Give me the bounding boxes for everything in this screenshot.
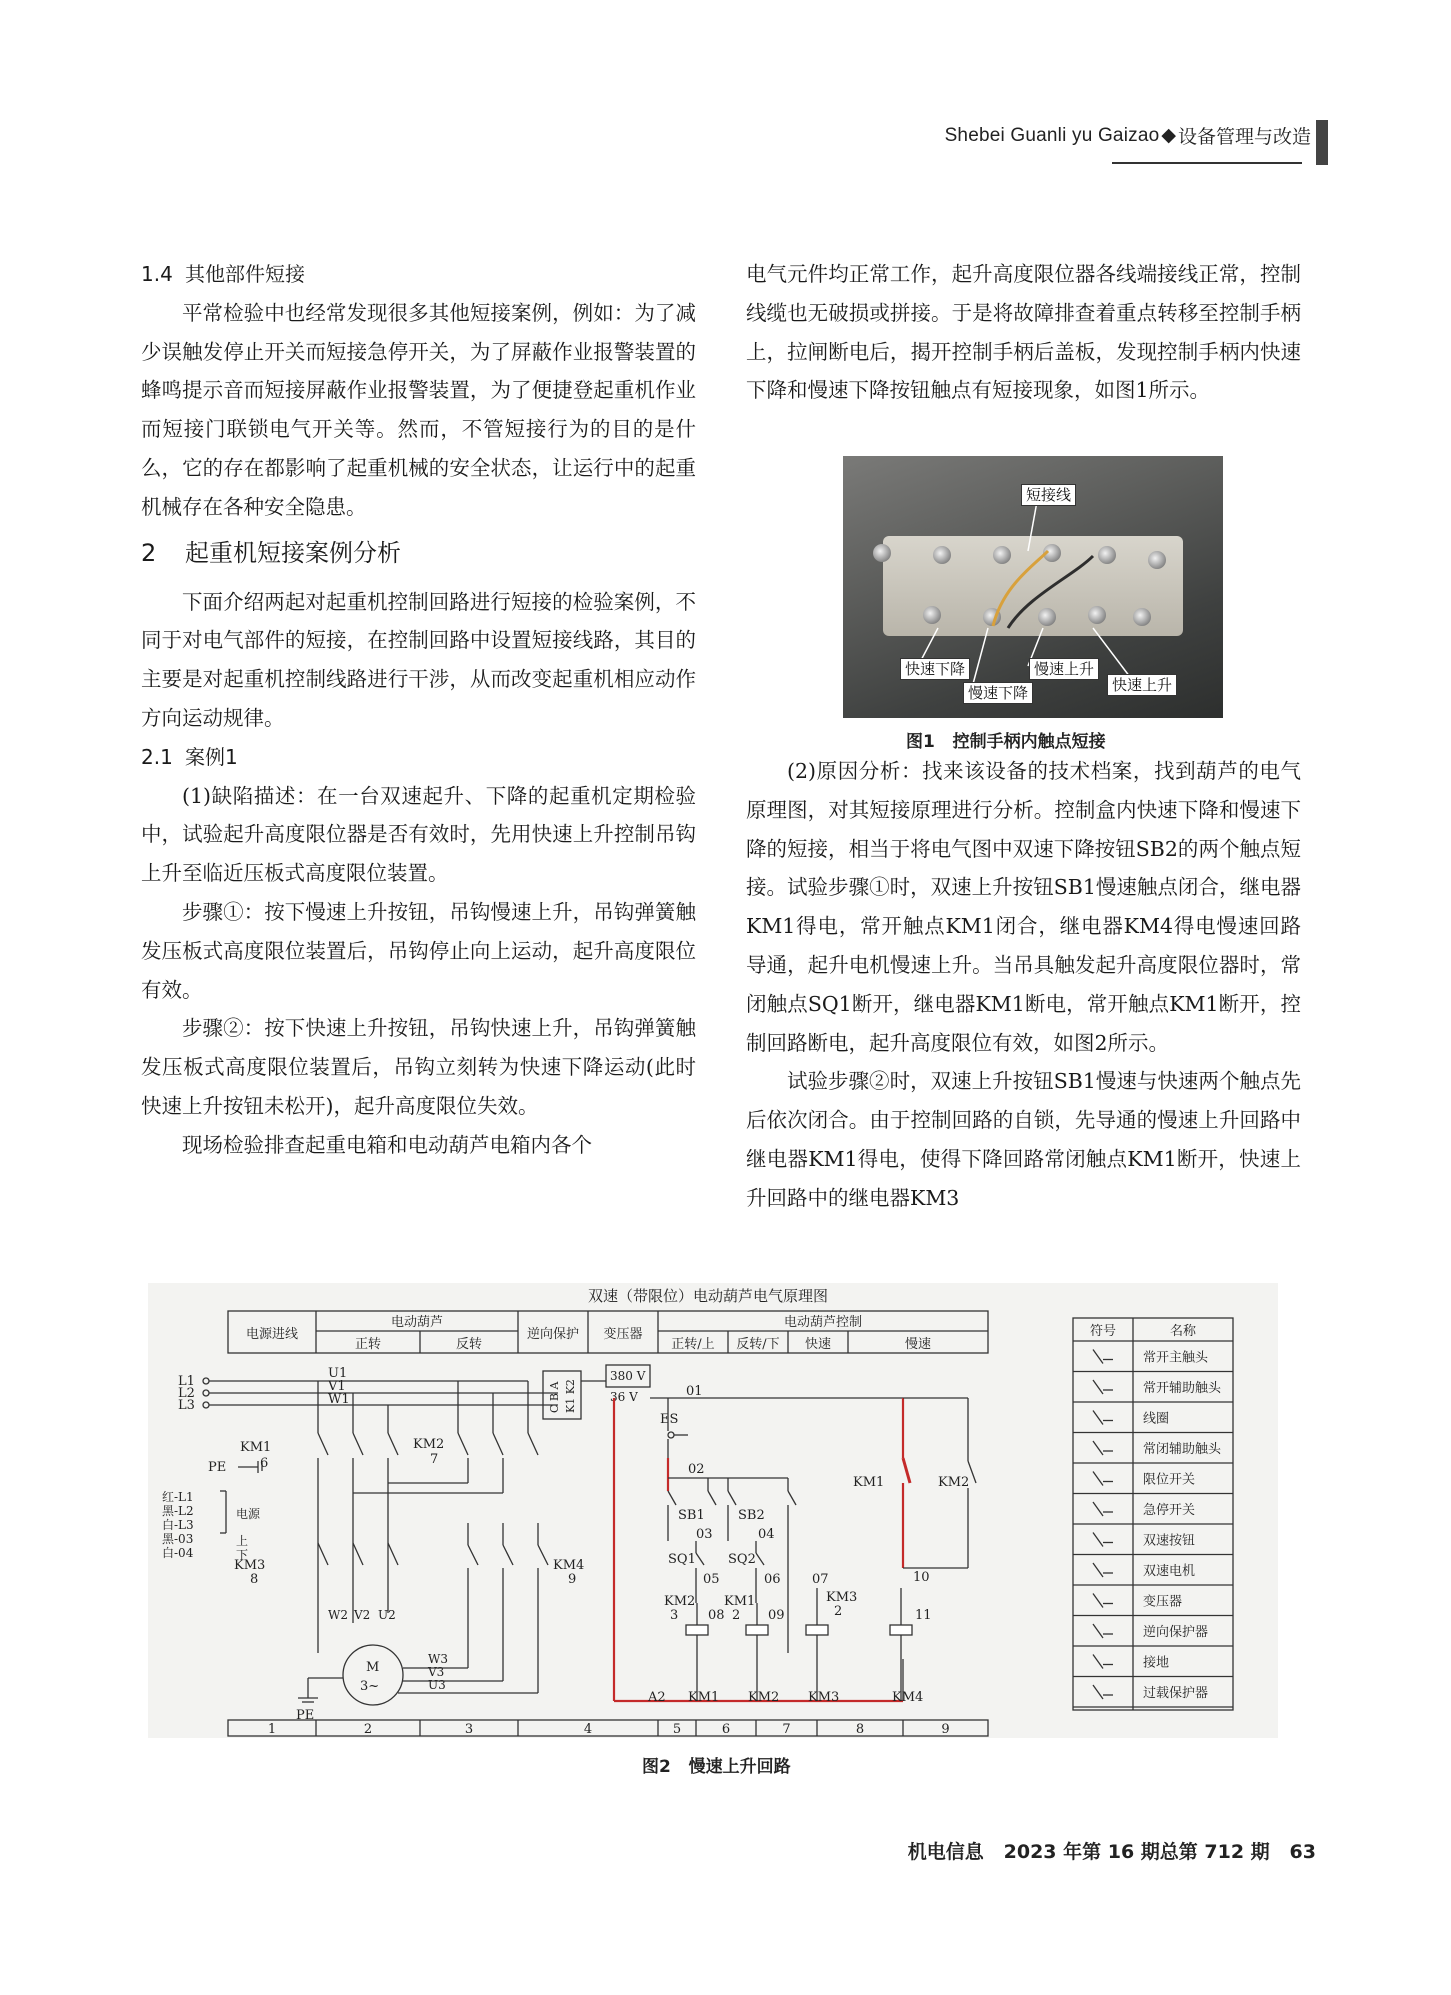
label-03: 03 bbox=[696, 1527, 713, 1542]
column-number: 3 bbox=[464, 1722, 474, 1737]
paragraph: (1)缺陷描述：在一台双速起升、下降的起重机定期检验中，试验起升高度限位器是否有效时，先用快速上升控制吊钩上升至临近压板式高度限位装置。 bbox=[141, 783, 696, 886]
label-6: 6 bbox=[260, 1456, 269, 1471]
main-contacts-group bbox=[318, 1381, 538, 1653]
legend-item-name: 双速按钮 bbox=[1143, 1533, 1196, 1549]
legend-item-name: 限位开关 bbox=[1143, 1472, 1196, 1488]
page-number: 63 bbox=[1289, 1841, 1316, 1863]
svg-text:电源: 电源 bbox=[236, 1507, 261, 1521]
section-title: 其他部件短接 bbox=[185, 262, 305, 286]
label-KM1-aux: KM1 bbox=[853, 1475, 885, 1490]
label-10: 10 bbox=[913, 1570, 930, 1585]
label-8: 8 bbox=[250, 1572, 259, 1587]
column-number: 9 bbox=[941, 1722, 950, 1737]
legend-symbol-icon bbox=[1093, 1685, 1113, 1699]
legend-item-name: 常开辅助触头 bbox=[1143, 1381, 1222, 1396]
highlight-slow-up-path bbox=[614, 1398, 903, 1701]
column-number: 8 bbox=[855, 1722, 865, 1737]
legend-item-name: 线圈 bbox=[1143, 1411, 1170, 1427]
header-cn: 设备管理与改造 bbox=[1177, 126, 1311, 148]
svg-text:上: 上 bbox=[236, 1534, 249, 1548]
figure-2-caption bbox=[642, 1752, 791, 1777]
figure-2-schematic bbox=[148, 1283, 1278, 1738]
legend-symbol-icon bbox=[1093, 1472, 1113, 1486]
paragraph: 电气元件均正常工作，起升高度限位器各线端接线正常，控制线缆也无破损或拼接。于是将故障排查着重点转移至控制手柄上，拉闸断电后，揭开控制手柄后盖板，发现控制手柄内快速下降和慢速下降按钮触点有短接现象，如图1所示。 bbox=[746, 262, 1301, 403]
header-slow: 慢速 bbox=[904, 1337, 932, 1352]
label-fast-up: 快速上升 bbox=[1107, 674, 1177, 696]
label-L1: L1 bbox=[178, 1374, 195, 1389]
section-number: 2.1 bbox=[141, 744, 173, 769]
page-footer bbox=[908, 1837, 1316, 1864]
paragraph: 下面介绍两起对起重机控制回路进行短接的检验案例，不同于对电气部件的短接，在控制回路中设置短接线路，其目的主要是对起重机控制线路进行干涉，从而改变起重机相应动作方向运动规律。 bbox=[141, 589, 696, 730]
section-title: 案例1 bbox=[185, 744, 238, 769]
header-bar bbox=[1316, 120, 1328, 165]
caption-text: 慢速上升回路 bbox=[688, 1757, 791, 1777]
label-SQ2: SQ2 bbox=[728, 1552, 756, 1567]
label-SQ1: SQ1 bbox=[668, 1552, 696, 1567]
label-fast-down: 快速下降 bbox=[900, 658, 970, 680]
caption-text: 控制手柄内触点短接 bbox=[952, 732, 1106, 752]
column-number: 2 bbox=[363, 1722, 373, 1737]
section-2-heading bbox=[141, 533, 696, 573]
label-04: 04 bbox=[758, 1527, 775, 1542]
header-fast: 快速 bbox=[804, 1337, 832, 1352]
label-KM2-main: KM2 bbox=[413, 1437, 445, 1452]
label-L2: L2 bbox=[178, 1386, 195, 1401]
label-01: 01 bbox=[686, 1384, 703, 1399]
label-KM1-interlock: KM1 bbox=[724, 1594, 756, 1609]
label-SB2: SB2 bbox=[738, 1508, 765, 1523]
legend-item-name: 双速电机 bbox=[1143, 1564, 1196, 1579]
figure-1-caption bbox=[906, 727, 1106, 752]
column-number: 5 bbox=[672, 1722, 682, 1737]
header-reverse: 反转 bbox=[455, 1337, 483, 1352]
header-hoist: 电动葫芦 bbox=[390, 1315, 444, 1330]
label-3phase: 3~ bbox=[360, 1679, 380, 1694]
label-3: 3 bbox=[670, 1608, 679, 1623]
caption-number: 图1 bbox=[906, 732, 935, 752]
footer-issue: 2023 年第 16 期总第 712 期 bbox=[1003, 1841, 1270, 1863]
label-08: 08 bbox=[708, 1608, 725, 1623]
column-number: 1 bbox=[267, 1722, 277, 1737]
footer-journal: 机电信息 bbox=[907, 1841, 984, 1863]
label-07: 07 bbox=[812, 1572, 829, 1587]
schematic-title: 双速（带限位）电动葫芦电气原理图 bbox=[587, 1287, 829, 1305]
label-W1: W1 bbox=[328, 1392, 350, 1407]
label-V1: V1 bbox=[328, 1379, 346, 1394]
column-number-dividers bbox=[268, 1720, 950, 1737]
wire-color-legend bbox=[162, 1490, 261, 1562]
section-2-1-heading bbox=[141, 738, 696, 777]
label-09: 09 bbox=[768, 1608, 785, 1623]
running-header bbox=[945, 122, 1311, 149]
label-02: 02 bbox=[688, 1462, 705, 1477]
paragraph: 步骤①：按下慢速上升按钮，吊钩慢速上升，吊钩弹簧触发压板式高度限位装置后，吊钩停止向上运动，起升高度限位有效。 bbox=[141, 899, 696, 1002]
header-underline bbox=[1112, 162, 1302, 164]
label-2b: 2 bbox=[834, 1604, 843, 1619]
label-V2: V2 bbox=[354, 1608, 371, 1622]
label-KM2-interlock: KM2 bbox=[664, 1594, 696, 1609]
legend-item-name: 逆向保护器 bbox=[1143, 1625, 1209, 1640]
label-slow-up: 慢速上升 bbox=[1029, 658, 1099, 680]
label-06: 06 bbox=[764, 1572, 781, 1587]
label-380V: 380 V bbox=[610, 1369, 646, 1383]
section-number: 2 bbox=[141, 538, 157, 567]
svg-text:白-L3: 白-L3 bbox=[162, 1518, 194, 1532]
caption-number: 图2 bbox=[642, 1757, 671, 1777]
label-L3: L3 bbox=[178, 1398, 195, 1413]
label-W2: W2 bbox=[328, 1608, 348, 1622]
header-diamond-icon: ◆ bbox=[1161, 125, 1176, 146]
section-1-4-heading bbox=[141, 255, 696, 294]
header-transformer: 变压器 bbox=[603, 1327, 643, 1342]
legend-item-name: 变压器 bbox=[1143, 1594, 1183, 1610]
legend-symbol-icon bbox=[1093, 1563, 1113, 1577]
label-V3: V3 bbox=[428, 1665, 445, 1679]
svg-text:白-04: 白-04 bbox=[162, 1546, 194, 1560]
svg-text:红-L1: 红-L1 bbox=[162, 1490, 194, 1504]
label-M: M bbox=[366, 1660, 380, 1675]
label-11: 11 bbox=[915, 1608, 932, 1623]
header-reverse-protect: 逆向保护 bbox=[526, 1327, 580, 1342]
label-05: 05 bbox=[703, 1572, 720, 1587]
svg-text:黑-03: 黑-03 bbox=[162, 1532, 194, 1546]
legend-item-name: 过载保护器 bbox=[1143, 1686, 1209, 1701]
right-column bbox=[746, 255, 1301, 410]
label-2: 2 bbox=[732, 1608, 741, 1623]
paragraph: 平常检验中也经常发现很多其他短接案例，例如：为了减少误触发停止开关而短接急停开关，为了屏蔽作业报警装置的蜂鸣提示音而短接屏蔽作业报警装置，为了便捷登起重机作业而短接门联锁电气开关等。然而，不管短接行为的目的是什么，它的存在都影响了起重机械的安全状态，让运行中的起重机械存在各种安全隐患。 bbox=[141, 300, 696, 519]
label-K1K2: K1 K2 bbox=[564, 1379, 577, 1413]
label-KM3-main: KM3 bbox=[234, 1558, 266, 1573]
label-KM2-coil: KM2 bbox=[748, 1690, 780, 1705]
section-title: 起重机短接案例分析 bbox=[185, 538, 401, 567]
label-U1: U1 bbox=[328, 1366, 348, 1381]
label-KM4-main: KM4 bbox=[553, 1558, 585, 1573]
label-slow-down: 慢速下降 bbox=[963, 682, 1033, 704]
label-KM1-coil: KM1 bbox=[688, 1690, 720, 1705]
label-U2: U2 bbox=[378, 1608, 396, 1622]
column-number: 6 bbox=[721, 1722, 731, 1737]
legend-symbol-icon bbox=[1093, 1350, 1113, 1364]
motor-icon bbox=[343, 1645, 403, 1705]
legend-item-name: 接地 bbox=[1143, 1655, 1170, 1671]
label-short-wire: 短接线 bbox=[1021, 484, 1076, 506]
legend-symbol-icon bbox=[1093, 1533, 1113, 1547]
right-column-continued bbox=[746, 752, 1301, 1218]
paragraph: 现场检验排查起重电箱和电动葫芦电箱内各个 bbox=[182, 1132, 592, 1157]
svg-text:黑-L2: 黑-L2 bbox=[162, 1504, 194, 1518]
column-number-strip bbox=[228, 1720, 988, 1736]
label-W3: W3 bbox=[428, 1652, 448, 1666]
paragraph: (2)原因分析：找来该设备的技术档案，找到葫芦的电气原理图，对其短接原理进行分析。控制盒内快速下降和慢速下降的短接，相当于将电气图中双速下降按钮SB2的两个触点短接。试验步骤①时，双速上升按钮SB1慢速触点闭合，继电器KM1得电，常开触点KM1闭合，继电器KM4得电慢速回路导通，起升电机慢速上升。当吊具触发起升高度限位器时，常闭触点SQ1断开，继电器KM1断电，常开触点KM1断开，控制回路断电，起升高度限位有效，如图2所示。 bbox=[746, 759, 1301, 1055]
legend-symbol-icon bbox=[1093, 1655, 1113, 1669]
label-KM3-interlock: KM3 bbox=[826, 1590, 858, 1605]
legend-symbol-icon bbox=[1093, 1624, 1113, 1638]
legend-symbol-icon bbox=[1093, 1380, 1113, 1394]
header-rev-down: 反转/下 bbox=[736, 1337, 780, 1352]
legend-item-name: 急停开关 bbox=[1143, 1503, 1196, 1518]
label-KM1-main: KM1 bbox=[240, 1440, 272, 1455]
legend-symbol-icon bbox=[1093, 1502, 1113, 1516]
label-ES: ES bbox=[660, 1412, 679, 1427]
label-PE-motor: PE bbox=[296, 1708, 315, 1723]
header-power-in: 电源进线 bbox=[245, 1327, 299, 1342]
legend-symbol-icon bbox=[1093, 1441, 1113, 1455]
legend-item-name: 常闭辅助触头 bbox=[1143, 1442, 1222, 1457]
label-7: 7 bbox=[430, 1452, 439, 1467]
legend-header-name: 名称 bbox=[1169, 1324, 1197, 1339]
legend-symbol-icon bbox=[1093, 1411, 1113, 1425]
label-9: 9 bbox=[568, 1572, 577, 1587]
header-latin: Shebei Guanli yu Gaizao bbox=[944, 124, 1160, 146]
label-PE: PE bbox=[208, 1460, 227, 1475]
label-SB1: SB1 bbox=[678, 1508, 705, 1523]
paragraph: 步骤②：按下快速上升按钮，吊钩快速上升，吊钩弹簧触发压板式高度限位装置后，吊钩立刻转为快速下降运动(此时快速上升按钮未松开)，起升高度限位失效。 bbox=[141, 1016, 696, 1118]
section-number: 1.4 bbox=[141, 262, 173, 286]
legend-symbol-icon bbox=[1093, 1594, 1113, 1608]
coil-icons bbox=[686, 1625, 912, 1635]
legend-header-symbol: 符号 bbox=[1089, 1324, 1117, 1339]
column-number: 4 bbox=[583, 1722, 593, 1737]
svg-text:下: 下 bbox=[236, 1548, 249, 1562]
legend-item-name: 常开主触头 bbox=[1143, 1350, 1209, 1366]
label-KM2-aux: KM2 bbox=[938, 1475, 970, 1490]
column-number: 7 bbox=[782, 1722, 791, 1737]
header-forward: 正转 bbox=[354, 1337, 382, 1352]
label-36V: 36 V bbox=[610, 1390, 638, 1404]
label-CBA: C B A bbox=[548, 1381, 561, 1413]
label-U3: U3 bbox=[428, 1678, 446, 1692]
header-fwd-up: 正转/上 bbox=[671, 1337, 715, 1352]
label-KM3-coil: KM3 bbox=[808, 1690, 840, 1705]
label-A2: A2 bbox=[648, 1690, 666, 1705]
paragraph: 试验步骤②时，双速上升按钮SB1慢速与快速两个触点先后依次闭合。由于控制回路的自锁，先导通的慢速上升回路中继电器KM1得电，使得下降回路常闭触点KM1断开，快速上升回路中的继电器KM3 bbox=[746, 1069, 1301, 1210]
header-hoist-control: 电动葫芦控制 bbox=[783, 1315, 863, 1330]
figure-1-photo bbox=[843, 456, 1223, 718]
label-KM4-coil: KM4 bbox=[892, 1690, 924, 1705]
left-column bbox=[141, 255, 696, 1165]
